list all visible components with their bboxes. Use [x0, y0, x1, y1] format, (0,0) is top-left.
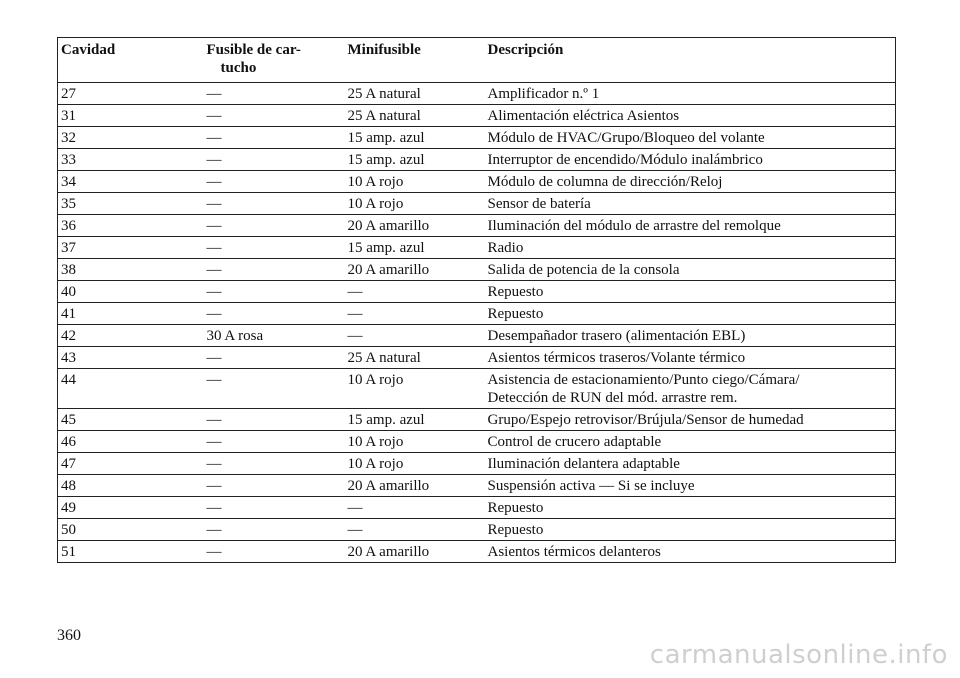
table-row — [58, 105, 896, 127]
descripcion-line: Asientos térmicos delanteros — [487, 544, 661, 560]
descripcion-line: Sensor de batería — [487, 196, 591, 212]
descripcion-line: Grupo/Espejo retrovisor/Brújula/Sensor de humedad — [487, 412, 804, 428]
table-row — [58, 259, 896, 281]
fuse-table-body — [58, 83, 896, 563]
cell-cavidad: 49 — [58, 497, 204, 519]
descripcion-line: Interruptor de encendido/Módulo inalámbrico — [487, 152, 763, 168]
cell-cavidad: 45 — [58, 409, 204, 431]
cell-cavidad: 44 — [58, 369, 204, 409]
table-row — [58, 497, 896, 519]
cell-fusible: — — [204, 171, 345, 193]
table-header-row — [58, 38, 896, 83]
header-minifusible: Minifusible — [345, 38, 485, 83]
cell-cavidad: 48 — [58, 475, 204, 497]
cell-fusible: — — [204, 83, 345, 105]
cell-descripcion — [485, 519, 896, 541]
cell-cavidad: 32 — [58, 127, 204, 149]
cell-minifusible: 25 A natural — [345, 347, 485, 369]
cell-minifusible: 10 A rojo — [345, 193, 485, 215]
cell-descripcion — [485, 83, 896, 105]
cell-cavidad: 34 — [58, 171, 204, 193]
cell-descripcion — [485, 369, 896, 409]
header-cavidad: Cavidad — [58, 38, 204, 83]
cell-fusible: — — [204, 149, 345, 171]
cell-cavidad: 47 — [58, 453, 204, 475]
cell-cavidad: 36 — [58, 215, 204, 237]
cell-cavidad: 38 — [58, 259, 204, 281]
cell-minifusible: 20 A amarillo — [345, 215, 485, 237]
table-row — [58, 127, 896, 149]
cell-minifusible: 15 amp. azul — [345, 127, 485, 149]
table-row — [58, 171, 896, 193]
cell-fusible: — — [204, 237, 345, 259]
cell-minifusible: 15 amp. azul — [345, 237, 485, 259]
table-row — [58, 369, 896, 409]
descripcion-line: Repuesto — [487, 284, 544, 300]
table-row — [58, 281, 896, 303]
cell-minifusible: 15 amp. azul — [345, 409, 485, 431]
table-row — [58, 303, 896, 325]
cell-minifusible: 10 A rojo — [345, 453, 485, 475]
table-row — [58, 453, 896, 475]
cell-descripcion — [485, 453, 896, 475]
descripcion-line: Iluminación del módulo de arrastre del remolque — [487, 218, 781, 234]
table-row — [58, 541, 896, 563]
cell-minifusible: — — [345, 519, 485, 541]
cell-minifusible: — — [345, 303, 485, 325]
cell-descripcion — [485, 541, 896, 563]
cell-fusible: — — [204, 127, 345, 149]
cell-minifusible: 10 A rojo — [345, 171, 485, 193]
cell-fusible: — — [204, 347, 345, 369]
cell-minifusible: 15 amp. azul — [345, 149, 485, 171]
cell-descripcion — [485, 105, 896, 127]
cell-descripcion — [485, 347, 896, 369]
table-row — [58, 347, 896, 369]
cell-fusible: — — [204, 541, 345, 563]
cell-fusible: — — [204, 259, 345, 281]
descripcion-line: Desempañador trasero (alimentación EBL) — [487, 328, 746, 344]
cell-descripcion — [485, 171, 896, 193]
cell-cavidad: 35 — [58, 193, 204, 215]
cell-minifusible: — — [345, 325, 485, 347]
cell-cavidad: 42 — [58, 325, 204, 347]
cell-minifusible: 25 A natural — [345, 105, 485, 127]
cell-descripcion — [485, 127, 896, 149]
descripcion-line: Radio — [487, 240, 524, 256]
descripcion-line: Asientos térmicos traseros/Volante térmico — [487, 350, 746, 366]
cell-cavidad: 37 — [58, 237, 204, 259]
cell-cavidad: 40 — [58, 281, 204, 303]
descripcion-line: Asistencia de estacionamiento/Punto ciego/Cámara/ — [487, 372, 800, 388]
descripcion-line: Salida de potencia de la consola — [487, 262, 680, 278]
cell-fusible: — — [204, 475, 345, 497]
descripcion-line: Control de crucero adaptable — [487, 434, 662, 450]
table-row — [58, 193, 896, 215]
cell-descripcion — [485, 281, 896, 303]
table-row — [58, 409, 896, 431]
cell-minifusible: 10 A rojo — [345, 431, 485, 453]
header-fusible-line2: tucho — [220, 60, 257, 76]
table-row — [58, 215, 896, 237]
descripcion-line: Módulo de HVAC/Grupo/Bloqueo del volante — [487, 130, 765, 146]
table-row — [58, 83, 896, 105]
cell-minifusible: 20 A amarillo — [345, 541, 485, 563]
descripcion-line: Módulo de columna de dirección/Reloj — [487, 174, 723, 190]
header-descripcion: Descripción — [485, 38, 896, 83]
cell-fusible: — — [204, 303, 345, 325]
fuse-table — [57, 37, 896, 563]
cell-fusible: — — [204, 369, 345, 409]
cell-cavidad: 27 — [58, 83, 204, 105]
cell-fusible: — — [204, 193, 345, 215]
cell-fusible: — — [204, 519, 345, 541]
cell-descripcion — [485, 431, 896, 453]
descripcion-line-continued: Detección de RUN del mód. arrastre rem. — [487, 390, 738, 406]
table-row — [58, 475, 896, 497]
descripcion-line: Suspensión activa — Si se incluye — [487, 478, 695, 494]
cell-cavidad: 33 — [58, 149, 204, 171]
cell-fusible: — — [204, 281, 345, 303]
cell-minifusible: 10 A rojo — [345, 369, 485, 409]
cell-fusible: — — [204, 215, 345, 237]
cell-cavidad: 41 — [58, 303, 204, 325]
cell-descripcion — [485, 193, 896, 215]
cell-cavidad: 43 — [58, 347, 204, 369]
cell-fusible: — — [204, 105, 345, 127]
descripcion-line: Repuesto — [487, 522, 544, 538]
table-row — [58, 325, 896, 347]
cell-descripcion — [485, 497, 896, 519]
cell-descripcion — [485, 149, 896, 171]
cell-fusible: 30 A rosa — [204, 325, 345, 347]
page-number: 360 — [57, 627, 81, 644]
cell-cavidad: 50 — [58, 519, 204, 541]
cell-fusible: — — [204, 409, 345, 431]
descripcion-line: Repuesto — [487, 500, 544, 516]
cell-minifusible: — — [345, 497, 485, 519]
cell-fusible: — — [204, 453, 345, 475]
cell-minifusible: 20 A amarillo — [345, 475, 485, 497]
cell-cavidad: 51 — [58, 541, 204, 563]
cell-descripcion — [485, 303, 896, 325]
cell-descripcion — [485, 475, 896, 497]
cell-minifusible: 25 A natural — [345, 83, 485, 105]
table-row — [58, 431, 896, 453]
descripcion-line: Iluminación delantera adaptable — [487, 456, 680, 472]
descripcion-line: Repuesto — [487, 306, 544, 322]
table-row — [58, 149, 896, 171]
descripcion-line: Alimentación eléctrica Asientos — [487, 108, 680, 124]
cell-fusible: — — [204, 497, 345, 519]
cell-minifusible: 20 A amarillo — [345, 259, 485, 281]
descripcion-line: Amplificador n.º 1 — [487, 86, 600, 102]
header-fusible-line1: Fusible de car- — [206, 42, 301, 58]
cell-descripcion — [485, 409, 896, 431]
header-fusible — [204, 38, 345, 83]
table-row — [58, 237, 896, 259]
cell-descripcion — [485, 237, 896, 259]
cell-cavidad: 46 — [58, 431, 204, 453]
cell-fusible: — — [204, 431, 345, 453]
cell-minifusible: — — [345, 281, 485, 303]
cell-descripcion — [485, 325, 896, 347]
table-row — [58, 519, 896, 541]
cell-descripcion — [485, 215, 896, 237]
watermark-text: carmanualsonline.info — [649, 640, 948, 670]
cell-cavidad: 31 — [58, 105, 204, 127]
cell-descripcion — [485, 259, 896, 281]
